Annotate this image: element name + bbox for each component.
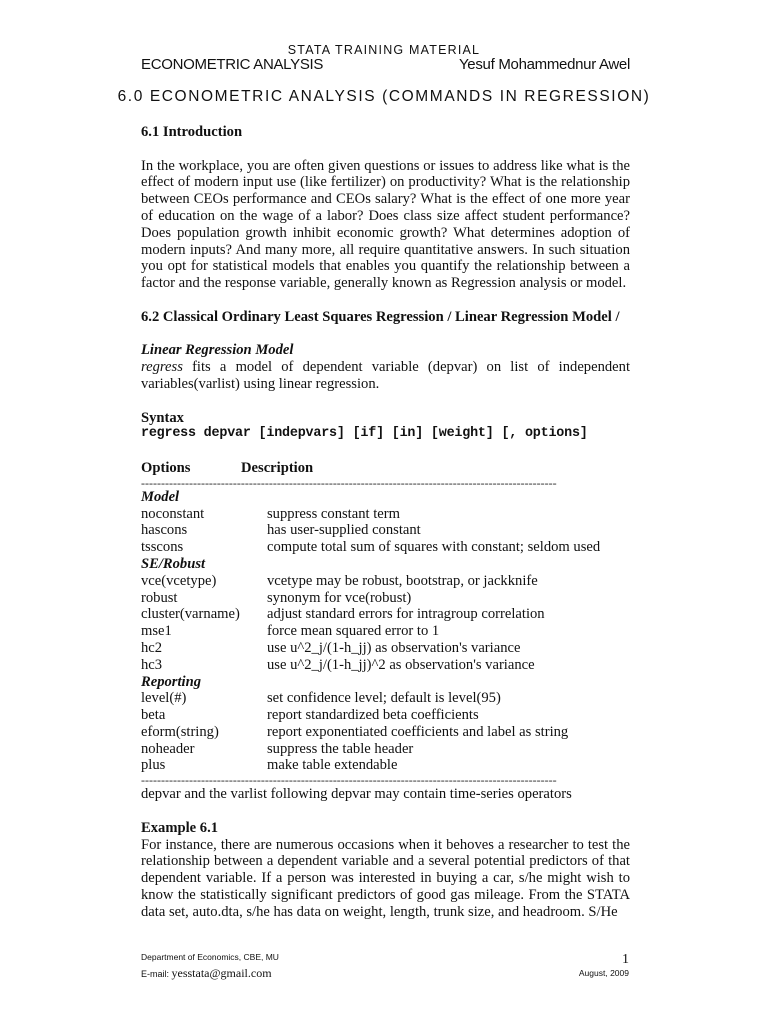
option-name: hascons (141, 522, 188, 539)
table-row (141, 757, 630, 774)
table-row (141, 640, 630, 657)
section-heading-ols: 6.2 Classical Ordinary Least Squares Regression / Linear Regression Model / (141, 308, 620, 325)
option-description: vcetype may be robust, bootstrap, or jackknife (267, 572, 538, 589)
footer-department: Department of Economics, CBE, MU (141, 952, 279, 962)
example-heading: Example 6.1 (141, 819, 219, 836)
option-description: synonym for vce(robust) (267, 589, 412, 606)
page-content (141, 124, 630, 921)
option-name: mse1 (141, 623, 172, 640)
page-number: 1 (622, 952, 629, 967)
option-name: beta (141, 707, 166, 724)
option-name: hc2 (141, 639, 163, 656)
footer-email-label: E-mail: (141, 969, 172, 979)
footer-email-address: yesstata@gmail.com (171, 966, 272, 980)
option-name: noheader (141, 740, 195, 757)
introduction-paragraph: In the workplace, you are often given questions or issues to address like what is the effect of modern input use (like fertilizer) on productivity? What is the relationship between CEOs performance and CEOs salary? What is the effect of one more year of education on the wage of a labor? Does class size affect student performance? Does population growth inhibit economic growth? What determines adoption of modern inputs? And many more, all require quantitative answers. In such situation you opt for statistical models that enables you quantify the relationship between a factor and the response variable, generally known as Regression analysis or model. (141, 157, 630, 292)
option-description: suppress the table header (267, 740, 414, 757)
table-row (141, 573, 630, 590)
regress-description (141, 359, 630, 393)
option-description: force mean squared error to 1 (267, 623, 440, 640)
subheading-linear-regression: Linear Regression Model (141, 342, 294, 359)
example-paragraph: For instance, there are numerous occasions when it behoves a researcher to test the relationship between a dependent variable and a several potential predictors of that dependent variable. If a person was interested in buying a car, s/he might wish to know the statistically significant predictors of good gas mileage. From the STATA data set, auto.dta, s/he has data on weight, length, trunk size, and headroom. S/He (141, 836, 630, 920)
option-name: noconstant (141, 505, 205, 522)
table-row (141, 522, 630, 539)
description-column-header: Description (241, 459, 314, 476)
dashed-divider-bottom: -------------------------------------------------------------------------------------------------------- (141, 774, 557, 787)
options-column-header: Options (141, 459, 191, 476)
table-row (141, 657, 630, 674)
option-description: report exponentiated coefficients and label as string (267, 723, 569, 740)
option-name: hc3 (141, 656, 163, 673)
option-name: plus (141, 757, 166, 774)
table-row (141, 690, 630, 707)
option-description: make table extendable (267, 757, 398, 774)
option-description: report standardized beta coefficients (267, 707, 479, 724)
group-heading-se-robust: SE/Robust (141, 555, 206, 572)
option-name: level(#) (141, 690, 187, 707)
footer-date: August, 2009 (578, 968, 629, 978)
option-name: vce(vcetype) (141, 572, 217, 589)
table-row (141, 590, 630, 607)
table-row (141, 623, 630, 640)
option-description: suppress constant term (267, 505, 400, 522)
regress-command: regress (141, 359, 183, 376)
options-table-header (141, 460, 630, 477)
table-row (141, 606, 630, 623)
syntax-code: regress depvar [indepvars] [if] [in] [weight] [, options] (141, 426, 588, 442)
option-name: cluster(varname) (141, 606, 240, 623)
option-description: use u^2_j/(1-h_jj) as observation's variance (267, 639, 521, 656)
option-name: tsscons (141, 539, 184, 556)
chapter-title: 6.0 ECONOMETRIC ANALYSIS (COMMANDS IN REGRESSION) (117, 88, 651, 105)
regress-description-text: fits a model of dependent variable (depvar) on list of independent variables(varlist) using linear regression. (141, 359, 630, 392)
table-row (141, 539, 630, 556)
option-name: eform(string) (141, 723, 219, 740)
time-series-note: depvar and the varlist following depvar may contain time-series operators (141, 786, 572, 803)
option-description: has user-supplied constant (267, 522, 421, 539)
footer-email (141, 966, 272, 981)
option-description: adjust standard errors for intragroup correlation (267, 606, 545, 623)
syntax-label: Syntax (141, 409, 184, 426)
dashed-divider-top: -------------------------------------------------------------------------------------------------------- (141, 476, 557, 489)
table-row (141, 724, 630, 741)
table-row (141, 506, 630, 523)
option-name: robust (141, 589, 178, 606)
running-header-title: STATA TRAINING MATERIAL (287, 43, 481, 57)
option-description: compute total sum of squares with constant; seldom used (267, 539, 601, 556)
options-table (141, 489, 630, 775)
running-header-author: Yesuf Mohammednur Awel (458, 56, 630, 73)
group-heading-reporting: Reporting (141, 673, 202, 690)
option-description: set confidence level; default is level(95) (267, 690, 501, 707)
section-heading-introduction: 6.1 Introduction (141, 124, 243, 140)
table-row (141, 741, 630, 758)
group-heading-model: Model (141, 488, 180, 505)
table-row (141, 707, 630, 724)
option-description: use u^2_j/(1-h_jj)^2 as observation's variance (267, 656, 535, 673)
running-header-left: ECONOMETRIC ANALYSIS (141, 56, 324, 73)
